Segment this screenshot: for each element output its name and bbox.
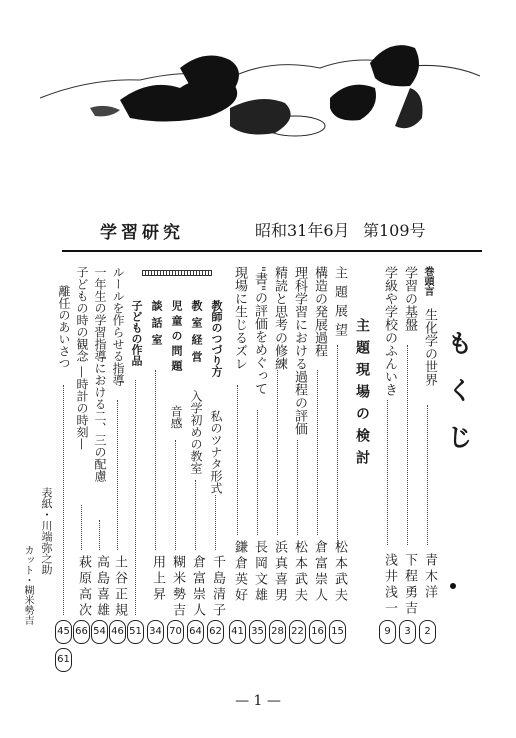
entry-author: 倉富崇人 [190, 555, 205, 619]
page-number: 35 [249, 620, 266, 644]
entry-author: 高島喜雄 [94, 555, 109, 619]
entry-label: 談話室 [150, 300, 163, 351]
issue-number: 第109号 [363, 221, 426, 240]
entry-title: 学習の基盤 [402, 266, 417, 331]
page-number: 28 [269, 620, 286, 644]
entry-author: 鎌倉英好 [232, 540, 247, 604]
entry-title: 子どもの時の観念 —時計の時刻— [75, 266, 89, 450]
page-folio: — 1 — [235, 693, 281, 709]
leader-dots [297, 440, 298, 535]
page-number: 41 [229, 620, 246, 644]
leader-dots [195, 480, 196, 550]
page-number: 62 [207, 620, 224, 644]
entry-author: 土谷正規 [112, 555, 127, 619]
leader-dots [215, 495, 216, 550]
entry-author: 長岡文雄 [252, 540, 267, 604]
page-number: 46 [109, 620, 126, 644]
leader-dots [99, 520, 100, 550]
leader-dots [81, 505, 82, 550]
leader-dots [427, 405, 428, 545]
decorative-bar [142, 270, 212, 276]
entry-title: ルールを作らせる指導 [111, 266, 125, 386]
entry-author: 千島清子 [210, 555, 225, 619]
entry-author: 下程勇吉 [402, 553, 417, 617]
page-number: 70 [167, 620, 184, 644]
cover-illustration [30, 8, 490, 178]
page-number: 3 [399, 620, 416, 644]
entry-author: 青木洋 [422, 553, 437, 601]
entry-label: 巻頭言 [422, 266, 433, 296]
leader-dots [257, 410, 258, 535]
title-dot [450, 583, 456, 589]
entry-label: 教室経営 [190, 300, 203, 368]
entry-label: 子どもの作品 [130, 300, 143, 366]
entry-title: 精読と思考の修練 [272, 266, 287, 370]
leader-dots [387, 400, 388, 545]
leader-dots [407, 345, 408, 545]
entry-author: 松本武夫 [332, 540, 347, 604]
leader-dots [277, 370, 278, 535]
page-number: 22 [289, 620, 306, 644]
cut-credit: カット・糊米勢吉 [22, 545, 33, 625]
entry-title: 生化学の世界 [422, 308, 437, 386]
cover-credit: 表紙・川端弥之助 [40, 487, 53, 575]
page-number: 16 [309, 620, 326, 644]
entry-author: 松本武夫 [292, 540, 307, 604]
issue-date: 昭和31年6月 [255, 221, 350, 240]
journal-title: 学習研究 [100, 223, 184, 243]
leader-dots [237, 385, 238, 535]
entry-title: 学級や学校のふんいき [382, 266, 397, 396]
entry-label: 児童の問題 [170, 300, 183, 375]
leader-dots [63, 385, 64, 615]
entry-author: 萩原高次 [76, 555, 91, 619]
leader-dots [155, 370, 156, 550]
page-number: 45 [55, 620, 72, 644]
entry-title: 音感 [169, 405, 183, 429]
page-number: 64 [187, 620, 204, 644]
section-heading: 主題現場の検討 [354, 318, 370, 472]
page-number: 51 [127, 620, 144, 644]
page-number: 15 [329, 620, 346, 644]
leader-dots [175, 440, 176, 550]
leader-dots [135, 380, 136, 615]
leader-dots [317, 370, 318, 535]
entry-author: 倉富崇人 [312, 540, 327, 604]
entry-author: 浜真喜男 [272, 540, 287, 604]
entry-title: "書"の評価をめぐって [252, 266, 267, 395]
page-number: 54 [91, 620, 108, 644]
page-number: 9 [379, 620, 396, 644]
entry-title: 現場に生じるズレ [232, 266, 247, 370]
page-number: 2 [419, 620, 436, 644]
page-number: 61 [55, 648, 72, 672]
leader-dots [117, 400, 118, 550]
entry-title: 入学初めの教室 [189, 390, 203, 474]
entry-title: 離任のあいさつ [57, 285, 71, 369]
entry-author: 浅井浅一 [382, 553, 397, 617]
leader-dots [337, 345, 338, 545]
entry-author: 糊米勢吉 [170, 555, 185, 619]
entry-title: 私のツナタ形式 [209, 410, 223, 494]
entry-title: 理科学習における過程の評価 [292, 266, 307, 435]
page-number: 34 [147, 620, 164, 644]
page-number: 66 [73, 620, 90, 644]
toc-title: もくじ [444, 330, 473, 471]
entry-author: 用上昇 [150, 555, 165, 603]
entry-label: 教師のつづり方 [210, 300, 223, 377]
entry-title: 構造の発展過程 [312, 266, 327, 357]
entry-title: 主題展望 [332, 266, 347, 342]
divider-rule [62, 250, 482, 252]
entry-title: 一年生の学習指導における二、三の配慮 [93, 266, 107, 482]
